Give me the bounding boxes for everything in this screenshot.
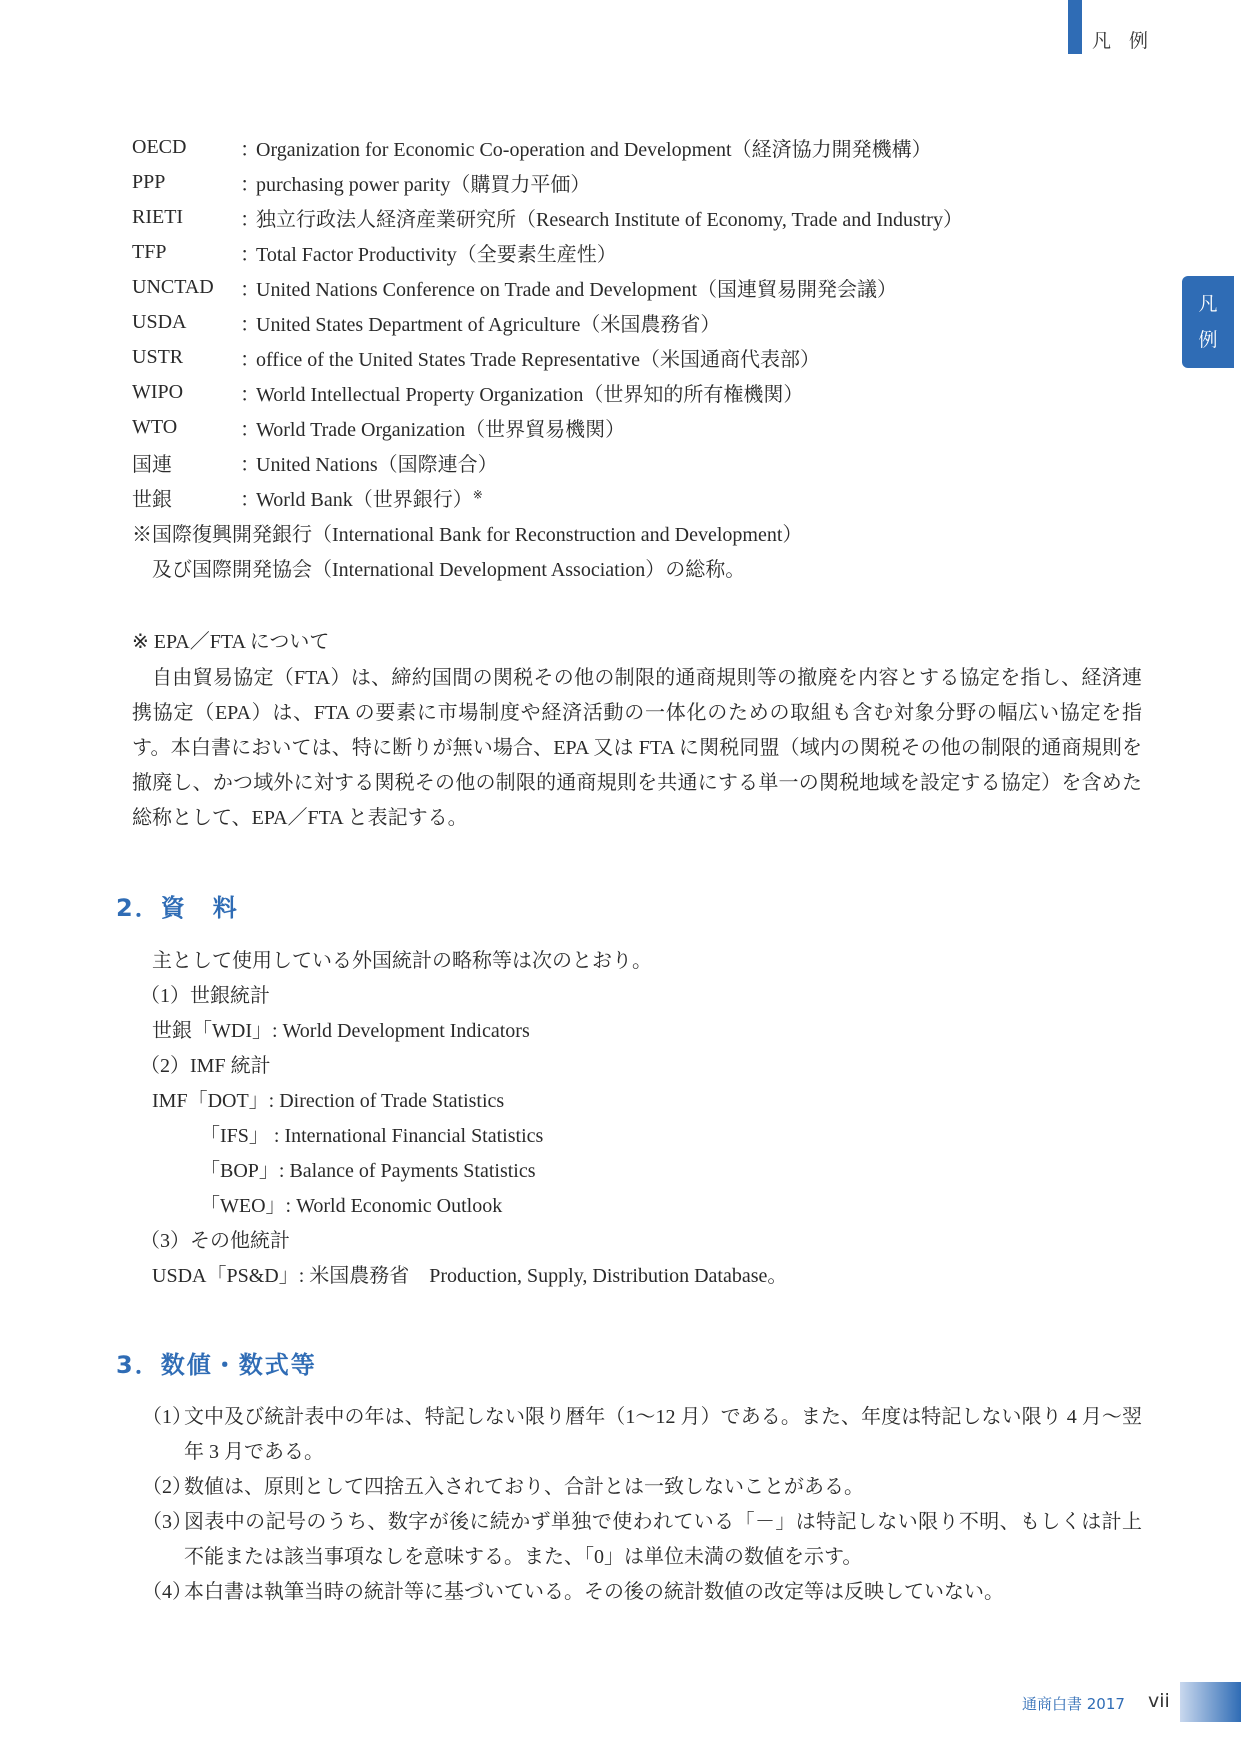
abbr-desc — [256, 483, 483, 512]
fta-note-title: ※ EPA／FTA について — [132, 631, 330, 653]
abbr-row-ustr — [132, 340, 963, 375]
abbr-colon: ： — [240, 314, 260, 336]
list-item — [142, 1505, 1142, 1575]
abbr-colon: ： — [240, 279, 260, 301]
abbr-colon: ： — [240, 489, 260, 511]
abbr-desc: Total Factor Productivity（全要素生産性） — [256, 244, 617, 266]
list-item-label: （3） — [142, 1511, 192, 1533]
abbr-row-worldbank — [132, 480, 963, 515]
list-item — [142, 1470, 1142, 1505]
subheading-other-stats: （3）その他統計 — [140, 1230, 290, 1252]
source-bop: 「BOP」: Balance of Payments Statistics — [200, 1160, 536, 1182]
abbr-desc: United Nations Conference on Trade and Development（国連貿易開発会議） — [256, 279, 898, 301]
abbr-term: OECD — [132, 136, 187, 158]
abbr-colon: ： — [240, 209, 260, 231]
section-2-heading: 2．資 料 — [116, 894, 239, 922]
abbr-row-usda — [132, 305, 963, 340]
subheading-worldbank-stats: （1）世銀統計 — [140, 985, 270, 1007]
list-item-text: 本白書は執筆当時の統計等に基づいている。その後の統計数値の改定等は反映していない。 — [184, 1581, 1004, 1603]
abbr-term: TFP — [132, 241, 167, 263]
abbr-desc: World Trade Organization（世界貿易機関） — [256, 419, 626, 441]
running-header: 凡 例 — [1092, 30, 1155, 52]
abbr-desc: World Intellectual Property Organization（世界知的所有権機関） — [256, 384, 804, 406]
header-accent-bar — [1068, 0, 1082, 54]
side-tab-char-2: 例 — [1198, 329, 1218, 351]
abbr-term: USTR — [132, 346, 184, 368]
fta-note — [132, 625, 1142, 836]
source-dot: IMF「DOT」: Direction of Trade Statistics — [152, 1090, 505, 1112]
list-item-label: （2） — [142, 1476, 192, 1498]
abbr-desc: Organization for Economic Co-operation and Development（経済協力開発機構） — [256, 139, 932, 161]
abbr-row-oecd — [132, 130, 963, 165]
section-3-heading: 3．数値・数式等 — [116, 1351, 317, 1379]
abbr-term: 世銀 — [132, 489, 172, 511]
footnote-line-2: 及び国際開発協会（International Development Association）の総称。 — [152, 559, 746, 581]
source-psd: USDA「PS&D」: 米国農務省 Production, Supply, Distribution Database。 — [152, 1265, 788, 1287]
list-item-text: 数値は、原則として四捨五入されており、合計とは一致しないことがある。 — [184, 1476, 864, 1498]
abbr-colon: ： — [240, 454, 260, 476]
abbr-colon: ： — [240, 349, 260, 371]
abbr-row-unctad — [132, 270, 963, 305]
list-item — [142, 1400, 1142, 1470]
list-item — [142, 1575, 1142, 1610]
footer-publication-title: 通商白書 2017 — [1022, 1695, 1125, 1713]
abbr-row-ppp — [132, 165, 963, 200]
abbr-desc: purchasing power parity（購買力平価） — [256, 174, 591, 196]
abbr-colon: ： — [240, 174, 260, 196]
source-ifs: 「IFS」 : International Financial Statistics — [200, 1125, 544, 1147]
abbr-colon: ： — [240, 384, 260, 406]
source-weo: 「WEO」: World Economic Outlook — [200, 1195, 503, 1217]
abbreviation-list — [132, 130, 963, 515]
section-2-intro: 主として使用している外国統計の略称等は次のとおり。 — [152, 950, 652, 972]
abbr-term: USDA — [132, 311, 187, 333]
fta-note-body: 自由貿易協定（FTA）は、締約国間の関税その他の制限的通商規則等の撤廃を内容とする協定を指し、経済連携協定（EPA）は、FTA の要素に市場制度や経済活動の一体化のための取組も含む対象分野の幅広い協定を指す。本白書においては、特に断りが無い場合、EPA 又は FTA に関税同盟（域内の関税その他の制限的通商規則を撤廃し、かつ域外に対する関税その他の制限的通商規則を共通にする単一の関税地域を設定する協定）を含めた総称として、EPA／FTA と表記する。 — [132, 667, 1142, 829]
abbr-colon: ： — [240, 139, 260, 161]
abbr-term: WIPO — [132, 381, 184, 403]
abbr-term: PPP — [132, 171, 166, 193]
abbr-row-rieti — [132, 200, 963, 235]
page-number: vii — [1148, 1690, 1170, 1712]
footnote-line-1: ※国際復興開発銀行（International Bank for Reconstruction and Development） — [132, 524, 803, 546]
abbr-colon: ： — [240, 244, 260, 266]
abbr-term: UNCTAD — [132, 276, 214, 298]
abbr-term: WTO — [132, 416, 178, 438]
list-item-text: 文中及び統計表中の年は、特記しない限り暦年（1～12 月）である。また、年度は特記しない限り 4 月～翌年 3 月である。 — [184, 1406, 1142, 1463]
abbr-row-tfp — [132, 235, 963, 270]
abbr-colon: ： — [240, 419, 260, 441]
abbr-row-un — [132, 445, 963, 480]
footer-accent-bar — [1180, 1682, 1241, 1722]
abbr-row-wto — [132, 410, 963, 445]
abbr-row-wipo — [132, 375, 963, 410]
abbr-term: RIETI — [132, 206, 184, 228]
footnote-marker: ※ — [472, 487, 483, 502]
abbr-desc-text: World Bank（世界銀行） — [256, 489, 473, 511]
abbr-desc: United Nations（国際連合） — [256, 454, 498, 476]
list-item-text: 図表中の記号のうち、数字が後に続かず単独で使われている「－」は特記しない限り不明、もしくは計上不能または該当事項なしを意味する。また、「0」は単位未満の数値を示す。 — [184, 1511, 1142, 1568]
abbr-desc: United States Department of Agriculture（米国農務省） — [256, 314, 721, 336]
list-item-label: （4） — [142, 1581, 192, 1603]
abbr-term: 国連 — [132, 454, 172, 476]
abbr-desc: office of the United States Trade Representative（米国通商代表部） — [256, 349, 820, 371]
abbr-desc: 独立行政法人経済産業研究所（Research Institute of Economy, Trade and Industry） — [256, 209, 963, 231]
side-tab-char-1: 凡 — [1198, 293, 1218, 315]
section-index-tab[interactable] — [1182, 276, 1234, 368]
subheading-imf-stats: （2）IMF 統計 — [140, 1055, 271, 1077]
source-wdi: 世銀「WDI」: World Development Indicators — [152, 1020, 530, 1042]
list-item-label: （1） — [142, 1406, 192, 1428]
